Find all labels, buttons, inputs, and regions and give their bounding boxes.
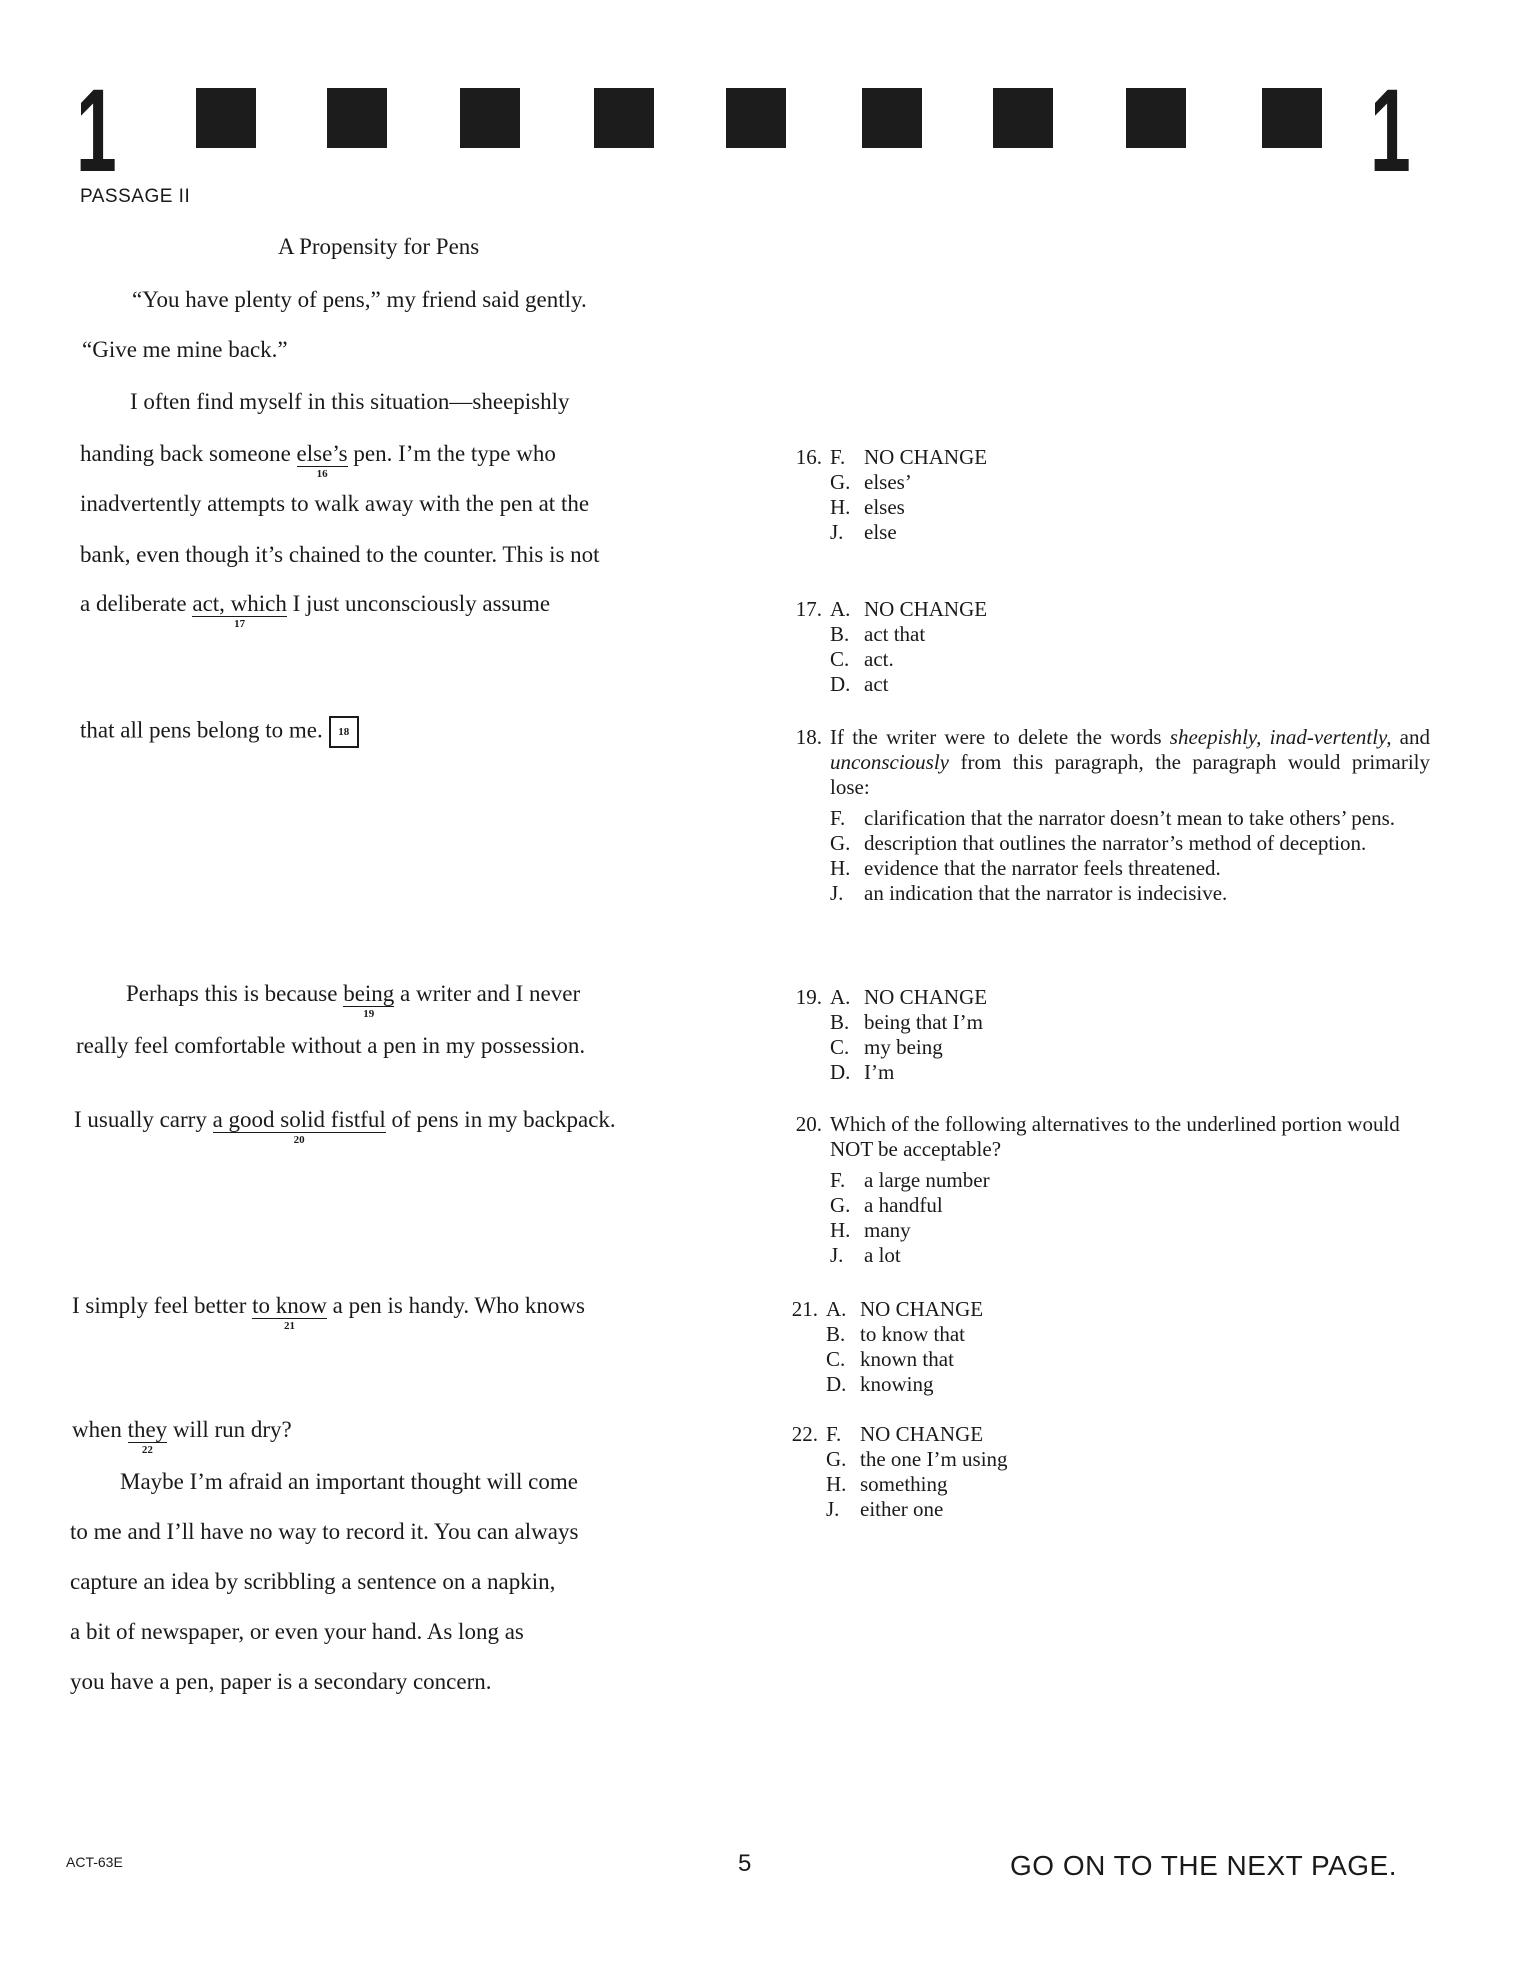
- option-text: being that I’m: [864, 1010, 983, 1034]
- option-text: known that: [860, 1347, 954, 1371]
- passage-line: [126, 981, 581, 1021]
- question-19: [780, 985, 1440, 1085]
- option-letter: H.: [830, 856, 851, 880]
- stem-text: If the writer were to delete the words: [830, 725, 1170, 749]
- question-20: [780, 1112, 1430, 1268]
- option-text: either one: [860, 1497, 944, 1521]
- option-text: act.: [864, 647, 894, 671]
- option-letter: C.: [826, 1347, 846, 1371]
- passage-line: [72, 1293, 585, 1333]
- stem-text: from this paragraph, the paragraph would primarily lose:: [830, 750, 1430, 799]
- question-17: [780, 597, 1440, 697]
- question-marker: 19: [363, 1008, 375, 1021]
- option-letter: D.: [830, 1060, 851, 1084]
- section-number-right: 1: [1370, 65, 1411, 197]
- question-marker: 22: [141, 1444, 153, 1457]
- header-square: [993, 88, 1053, 148]
- option-text: knowing: [860, 1372, 934, 1396]
- passage-line: you have a pen, paper is a secondary concern.: [70, 1669, 492, 1694]
- option-text: act that: [864, 622, 926, 646]
- option-text: else: [864, 520, 897, 544]
- header-square: [460, 88, 520, 148]
- question-22: [776, 1422, 1436, 1522]
- passage-text: a writer and I never: [394, 981, 581, 1006]
- underlined-portion-20: [212, 1107, 386, 1147]
- passage-text: a pen is handy. Who knows: [326, 1293, 585, 1318]
- header-square: [327, 88, 387, 148]
- question-number: 22.: [791, 1422, 818, 1446]
- option-text: a handful: [864, 1193, 943, 1217]
- passage-text: when: [72, 1417, 128, 1442]
- underlined-portion-21: [252, 1293, 327, 1333]
- option-letter: F.: [826, 1422, 842, 1446]
- option-letter: H.: [826, 1472, 847, 1496]
- passage-text: I just unconsciously assume: [286, 591, 551, 616]
- passage-line: [74, 1107, 616, 1147]
- boxed-question-marker: 18: [329, 716, 359, 748]
- passage-line: I often find myself in this situation—sheepishly: [130, 389, 570, 414]
- underlined-text: being: [343, 981, 395, 1006]
- option-text: NO CHANGE: [860, 1297, 984, 1321]
- passage-line: inadvertently attempts to walk away with the pen at the: [80, 491, 590, 516]
- header-square: [594, 88, 654, 148]
- option-letter: G.: [826, 1447, 847, 1471]
- passage-line: a bit of newspaper, or even your hand. As long as: [70, 1619, 524, 1644]
- option-text: NO CHANGE: [860, 1422, 984, 1446]
- section-number-left: 1: [76, 65, 117, 197]
- option-letter: H.: [830, 495, 851, 519]
- option-text: act: [864, 672, 889, 696]
- page-number: 5: [738, 1850, 752, 1877]
- option-letter: G.: [830, 831, 851, 855]
- passage-line: [80, 591, 551, 631]
- option-letter: J.: [830, 1243, 844, 1267]
- passage-line: capture an idea by scribbling a sentence on a napkin,: [70, 1569, 556, 1594]
- passage-text: pen. I’m the type who: [347, 441, 556, 466]
- option-letter: D.: [826, 1372, 847, 1396]
- option-text: NO CHANGE: [864, 985, 988, 1009]
- option-letter: F.: [830, 806, 846, 830]
- question-stem: Which of the following alternatives to the underlined portion would NOT be acceptable?: [830, 1112, 1400, 1161]
- passage-line: to me and I’ll have no way to record it. You can always: [70, 1519, 579, 1544]
- underlined-text: they: [127, 1417, 168, 1442]
- passage-line: “You have plenty of pens,” my friend said gently.: [132, 287, 587, 312]
- passage-text: that all pens belong to me.: [80, 717, 323, 743]
- underlined-text: else’s: [296, 441, 348, 466]
- question-marker: 20: [293, 1134, 305, 1147]
- stem-italic: unconsciously: [830, 750, 949, 774]
- option-text: many: [864, 1218, 911, 1242]
- question-number: 19.: [795, 985, 822, 1009]
- passage-text: will run dry?: [167, 1417, 292, 1442]
- passage-label: PASSAGE II: [80, 186, 191, 207]
- passage-line: [72, 1417, 292, 1457]
- option-text: to know that: [860, 1322, 965, 1346]
- option-letter: J.: [826, 1497, 840, 1521]
- option-text: description that outlines the narrator’s method of deception.: [864, 831, 1367, 855]
- passage-text: Perhaps this is because: [126, 981, 344, 1006]
- option-letter: A.: [830, 597, 851, 621]
- option-text: I’m: [864, 1060, 895, 1084]
- option-text: NO CHANGE: [864, 597, 988, 621]
- option-text: evidence that the narrator feels threatened.: [864, 856, 1221, 880]
- option-letter: D.: [830, 672, 851, 696]
- underlined-text: to know: [252, 1293, 327, 1318]
- option-letter: G.: [830, 470, 851, 494]
- header-square: [1262, 88, 1322, 148]
- question-marker: 21: [283, 1320, 295, 1333]
- question-number: 16.: [795, 445, 822, 469]
- option-letter: A.: [826, 1297, 847, 1321]
- option-letter: B.: [830, 1010, 850, 1034]
- header-square: [726, 88, 786, 148]
- passage-line: bank, even though it’s chained to the counter. This is not: [80, 542, 600, 567]
- passage-title: A Propensity for Pens: [278, 234, 480, 259]
- stem-text: and: [1391, 725, 1430, 749]
- passage-line: Maybe I’m afraid an important thought will come: [120, 1469, 578, 1494]
- option-text: something: [860, 1472, 948, 1496]
- question-stem: [830, 725, 1430, 800]
- passage-line: [80, 716, 359, 748]
- header-square: [1126, 88, 1186, 148]
- option-letter: B.: [826, 1322, 846, 1346]
- option-letter: C.: [830, 1035, 850, 1059]
- option-text: elses’: [864, 470, 912, 494]
- underlined-text: act, which: [192, 591, 287, 616]
- option-text: a large number: [864, 1168, 990, 1192]
- option-letter: J.: [830, 520, 844, 544]
- option-letter: H.: [830, 1218, 851, 1242]
- next-page-notice: GO ON TO THE NEXT PAGE.: [1010, 1850, 1397, 1881]
- header-square: [196, 88, 256, 148]
- option-letter: A.: [830, 985, 851, 1009]
- passage-text: I simply feel better: [72, 1293, 253, 1318]
- passage-line: “Give me mine back.”: [82, 337, 288, 362]
- underlined-text: a good solid fistful: [212, 1107, 386, 1132]
- option-text: NO CHANGE: [864, 445, 988, 469]
- option-text: my being: [864, 1035, 943, 1059]
- underlined-portion-17: [192, 591, 287, 631]
- header-square: [862, 88, 922, 148]
- passage-text: handing back someone: [80, 441, 297, 466]
- underlined-portion-19: [343, 981, 395, 1021]
- option-letter: F.: [830, 1168, 846, 1192]
- question-number: 18.: [795, 725, 822, 749]
- question-21: [776, 1297, 1436, 1397]
- option-text: elses: [864, 495, 905, 519]
- question-marker: 16: [316, 468, 328, 481]
- passage-text: a deliberate: [80, 591, 193, 616]
- option-letter: G.: [830, 1193, 851, 1217]
- option-letter: C.: [830, 647, 850, 671]
- form-code: ACT-63E: [66, 1854, 123, 1870]
- passage-text: I usually carry: [74, 1107, 213, 1132]
- question-number: 21.: [791, 1297, 818, 1321]
- question-16: [780, 445, 1440, 545]
- underlined-portion-22: [127, 1417, 168, 1457]
- option-letter: B.: [830, 622, 850, 646]
- question-number: 20.: [795, 1112, 822, 1136]
- option-text: a lot: [864, 1243, 901, 1267]
- passage-text: of pens in my backpack.: [385, 1107, 616, 1132]
- underlined-portion-16: [296, 441, 348, 481]
- question-marker: 17: [234, 618, 246, 631]
- question-number: 17.: [795, 597, 822, 621]
- option-letter: J.: [830, 881, 844, 905]
- option-text: an indication that the narrator is indecisive.: [864, 881, 1228, 905]
- option-text: clarification that the narrator doesn’t mean to take others’ pens.: [864, 806, 1396, 830]
- passage-line: [80, 441, 556, 481]
- stem-italic: sheepishly, inad-vertently,: [1169, 725, 1392, 749]
- passage-line: really feel comfortable without a pen in my possession.: [76, 1033, 586, 1058]
- option-text: the one I’m using: [860, 1447, 1008, 1471]
- question-18: [780, 725, 1430, 906]
- option-letter: F.: [830, 445, 846, 469]
